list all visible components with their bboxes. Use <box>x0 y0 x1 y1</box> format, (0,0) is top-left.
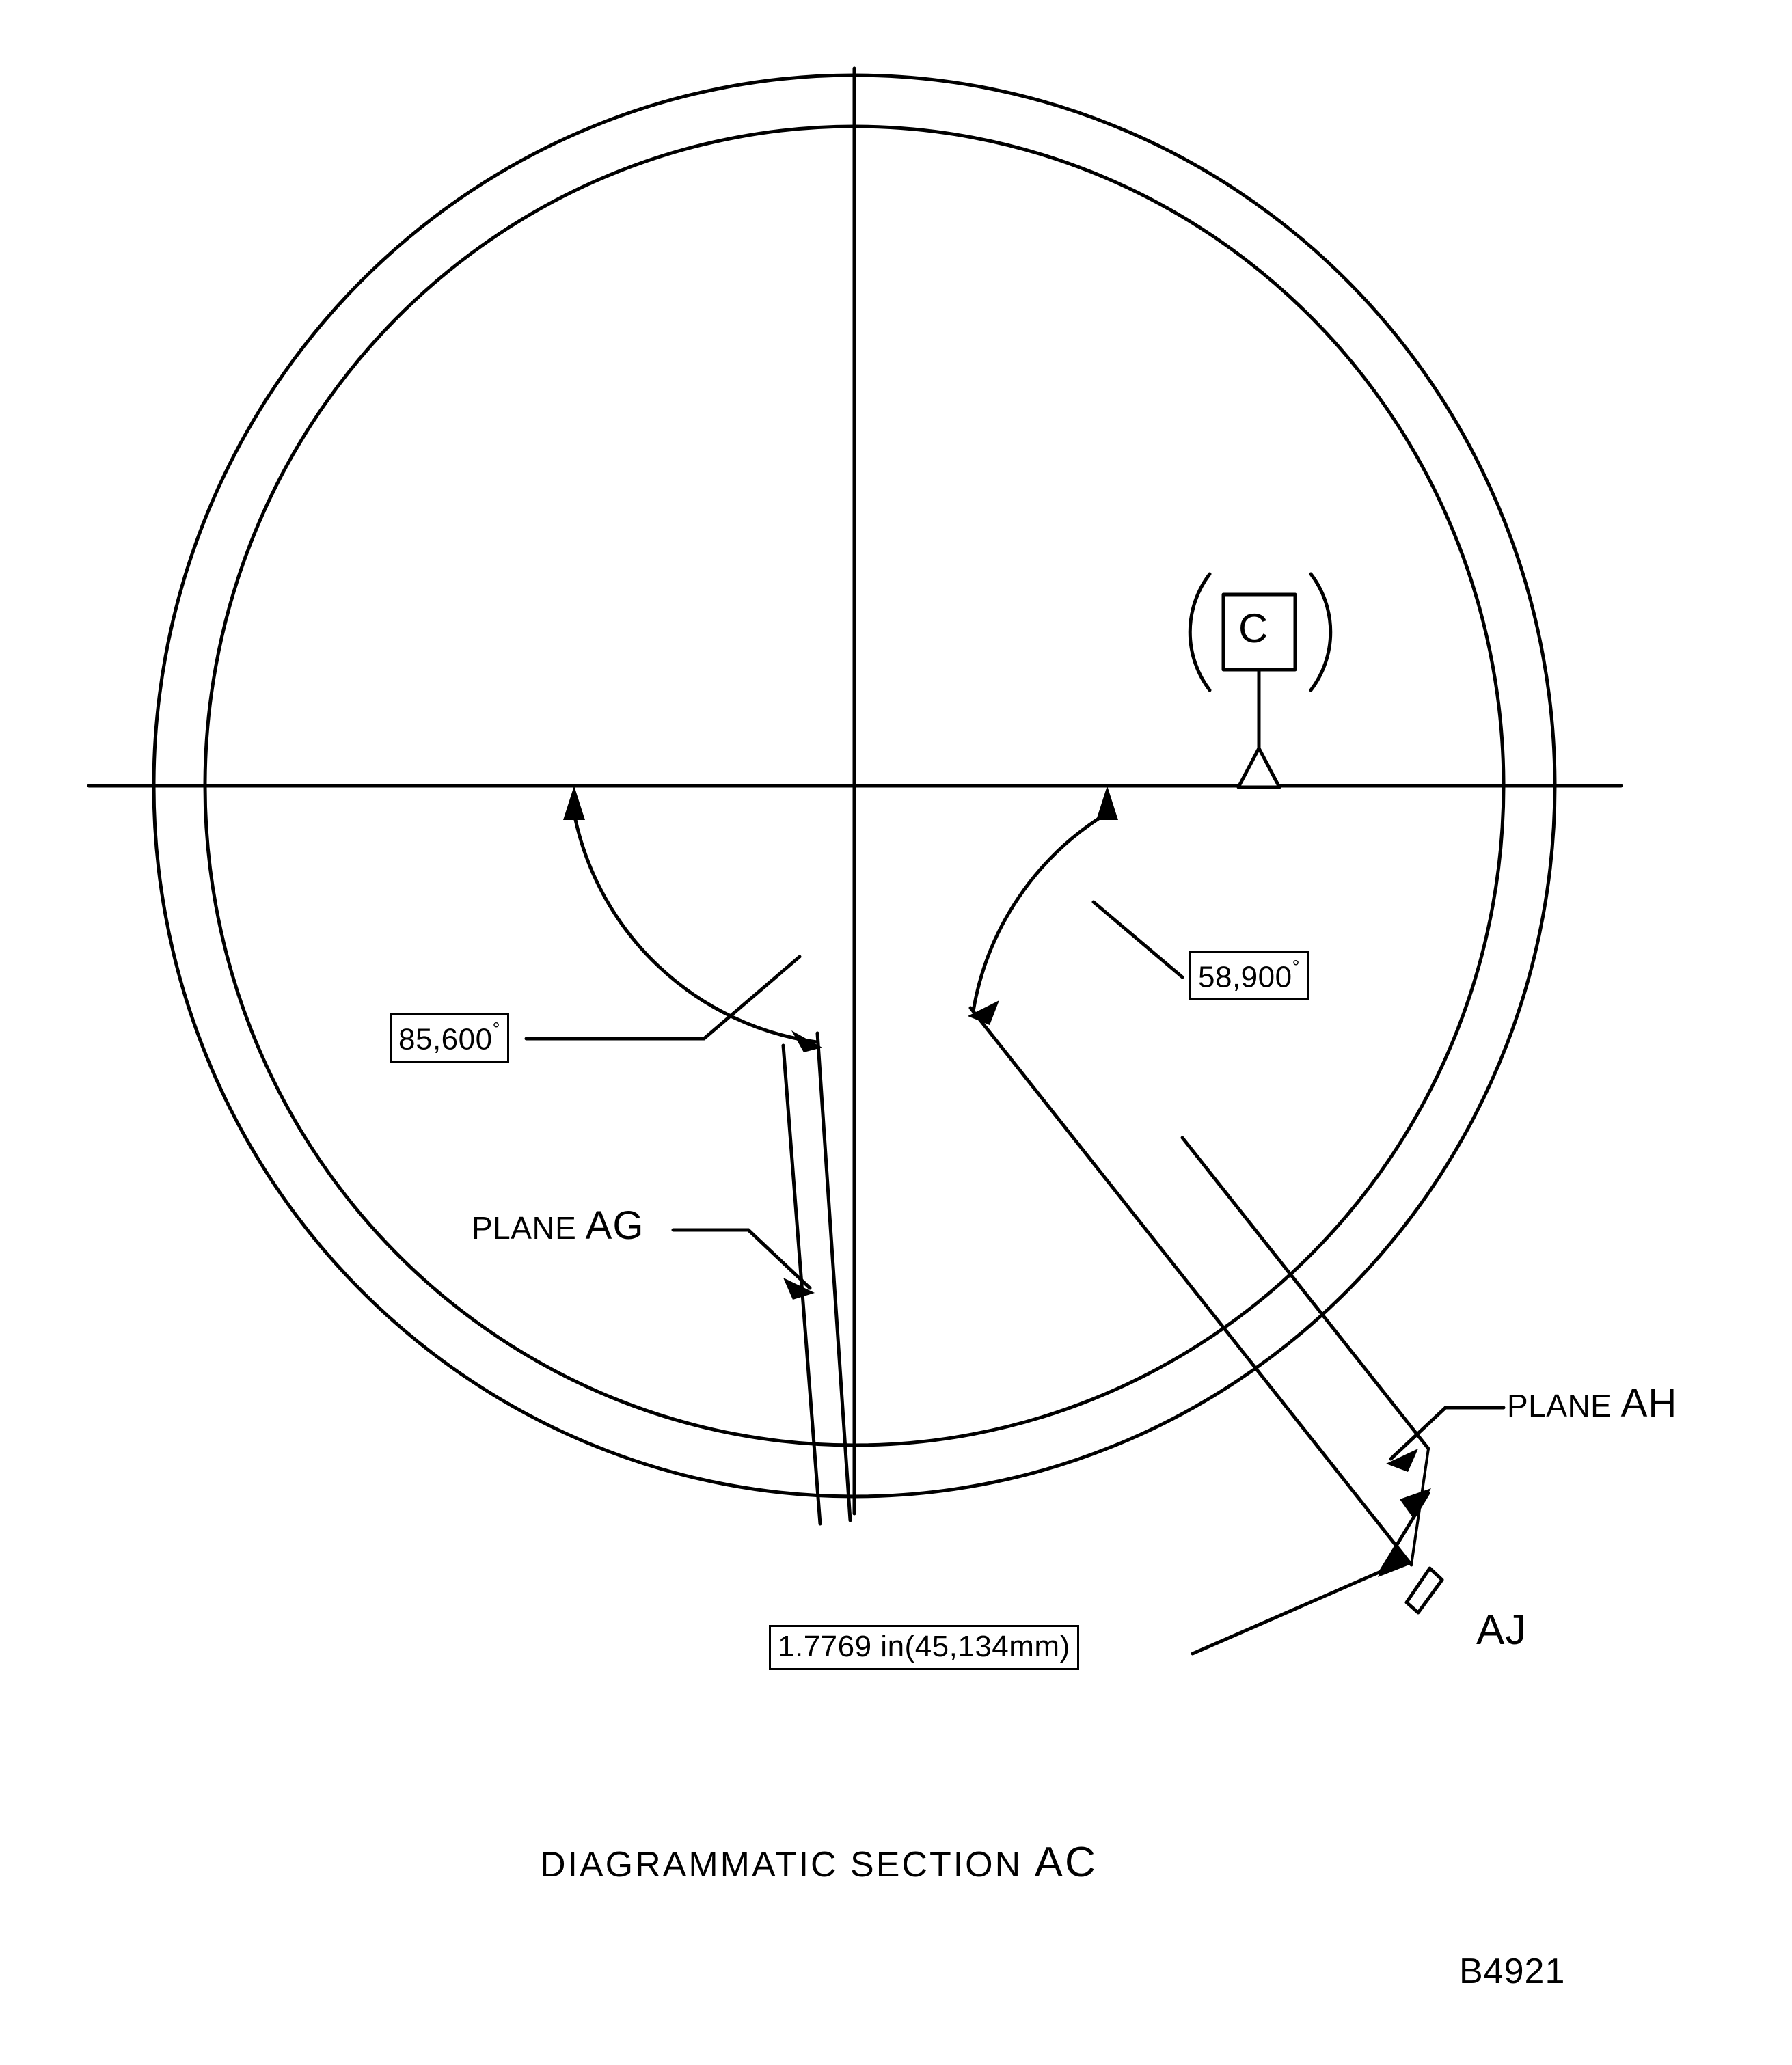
label-plane-ah-prefix: PLANE <box>1507 1388 1612 1423</box>
drawing-caption <box>540 1838 1098 1887</box>
label-plane-ah <box>1507 1380 1677 1426</box>
detail-c-triangle <box>1238 748 1279 787</box>
label-aj-text: AJ <box>1476 1606 1528 1654</box>
detail-c-arc-right <box>1311 574 1331 690</box>
aj-view-arrow <box>1407 1568 1442 1613</box>
dimension-angle-85600-unit: ° <box>492 1018 500 1039</box>
angle-arc-58900-arrow-top <box>1096 786 1118 820</box>
plane-ah-line-right <box>1182 1138 1428 1449</box>
leader-plane-ah-slant <box>1391 1408 1445 1459</box>
detail-balloon-letter: C <box>1238 605 1268 651</box>
leader-dim-linear <box>1193 1572 1381 1654</box>
label-plane-ah-name: AH <box>1620 1381 1678 1425</box>
drawing-caption-suffix: AC <box>1034 1839 1098 1886</box>
leader-58900-slant <box>1094 902 1182 977</box>
dimension-linear-1-7769in <box>769 1625 1079 1670</box>
plane-ag-line-right <box>817 1033 850 1520</box>
drawing-caption-text: DIAGRAMMATIC SECTION <box>540 1845 1023 1885</box>
dimension-angle-85600-value: 85,600 <box>398 1022 493 1056</box>
plane-ah-line-left <box>970 1008 1411 1565</box>
dim-arrow-upper <box>1400 1488 1431 1518</box>
angle-arc-58900 <box>973 813 1107 1011</box>
label-plane-ag-name: AG <box>585 1203 644 1248</box>
dimension-angle-85600 <box>390 1013 509 1063</box>
label-plane-ag-prefix: PLANE <box>472 1210 577 1246</box>
label-plane-ag <box>472 1203 644 1248</box>
detail-balloon-label <box>1238 605 1268 652</box>
dimension-angle-58900-unit: ° <box>1292 956 1300 977</box>
dim-arrow-lower <box>1378 1546 1409 1577</box>
dimension-angle-58900 <box>1189 951 1309 1000</box>
label-aj <box>1476 1606 1527 1654</box>
document-number-text: B4921 <box>1459 1952 1566 1991</box>
angle-arc-85600 <box>574 813 817 1042</box>
document-number <box>1459 1951 1565 1992</box>
dimension-angle-58900-value: 58,900 <box>1198 960 1292 994</box>
dimension-linear-value: 1.7769 in(45,134mm) <box>778 1630 1070 1663</box>
angle-arc-85600-arrow-top <box>563 786 585 820</box>
detail-c-arc-left <box>1190 574 1210 690</box>
